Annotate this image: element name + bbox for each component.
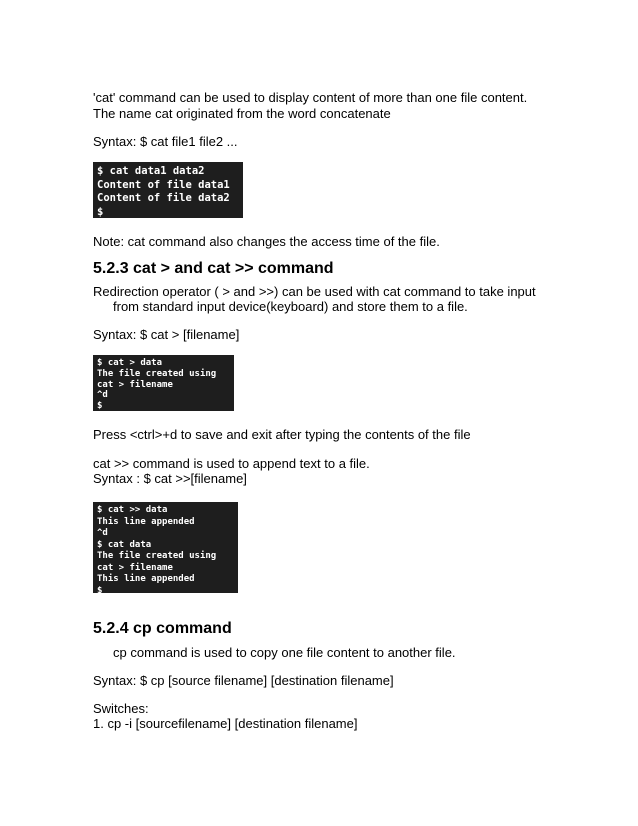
terminal-line: This line appended bbox=[97, 516, 195, 527]
intro-line-1: 'cat' command can be used to display content of more than one file content. bbox=[93, 90, 528, 105]
section-heading-523: 5.2.3 cat > and cat >> command bbox=[93, 260, 334, 277]
terminal-line: The file created using bbox=[97, 551, 217, 561]
redirection-desc-2: from standard input device(keyboard) and store them to a file. bbox=[113, 299, 468, 314]
terminal-line: Content of file data2 bbox=[97, 192, 230, 204]
terminal-line: $ bbox=[97, 585, 103, 596]
cp-syntax: Syntax: $ cp [source filename] [destination filename] bbox=[93, 673, 394, 688]
terminal-append-example bbox=[93, 502, 238, 596]
ctrl-d-note: Press <ctrl>+d to save and exit after typing the contents of the file bbox=[93, 427, 471, 442]
cp-switch-1: 1. cp -i [sourcefilename] [destination filename] bbox=[93, 716, 358, 731]
access-time-note: Note: cat command also changes the access time of the file. bbox=[93, 234, 440, 249]
cp-desc: cp command is used to copy one file content to another file. bbox=[113, 645, 456, 660]
append-syntax: Syntax : $ cat >>[filename] bbox=[93, 471, 247, 486]
terminal-line: cat > filename bbox=[97, 562, 173, 573]
terminal-line: This line appended bbox=[97, 574, 195, 584]
intro-line-2: The name cat originated from the word concatenate bbox=[93, 106, 391, 121]
terminal-line: The file created using bbox=[97, 368, 217, 379]
redirection-desc-1: Redirection operator ( > and >>) can be used with cat command to take input bbox=[93, 284, 536, 299]
section-heading-524: 5.2.4 cp command bbox=[93, 620, 232, 637]
terminal-line: $ cat >> data bbox=[97, 505, 168, 515]
terminal-line: $ bbox=[97, 205, 104, 218]
terminal-line: $ cat data1 data2 bbox=[97, 165, 205, 177]
terminal-line: $ bbox=[97, 401, 103, 412]
terminal-line: cat > filename bbox=[97, 379, 173, 390]
terminal-redirect-example bbox=[93, 355, 234, 411]
terminal-line: $ cat > data bbox=[97, 358, 163, 368]
terminal-line: Content of file data1 bbox=[97, 178, 230, 191]
cat-syntax: Syntax: $ cat file1 file2 ... bbox=[93, 134, 238, 149]
terminal-cat-example bbox=[93, 162, 243, 218]
switches-label: Switches: bbox=[93, 701, 149, 716]
terminal-line: ^d bbox=[97, 390, 108, 401]
append-desc: cat >> command is used to append text to a file. bbox=[93, 456, 370, 471]
terminal-line: ^d bbox=[97, 528, 108, 538]
terminal-line: $ cat data bbox=[97, 539, 152, 550]
redirect-syntax: Syntax: $ cat > [filename] bbox=[93, 327, 240, 342]
